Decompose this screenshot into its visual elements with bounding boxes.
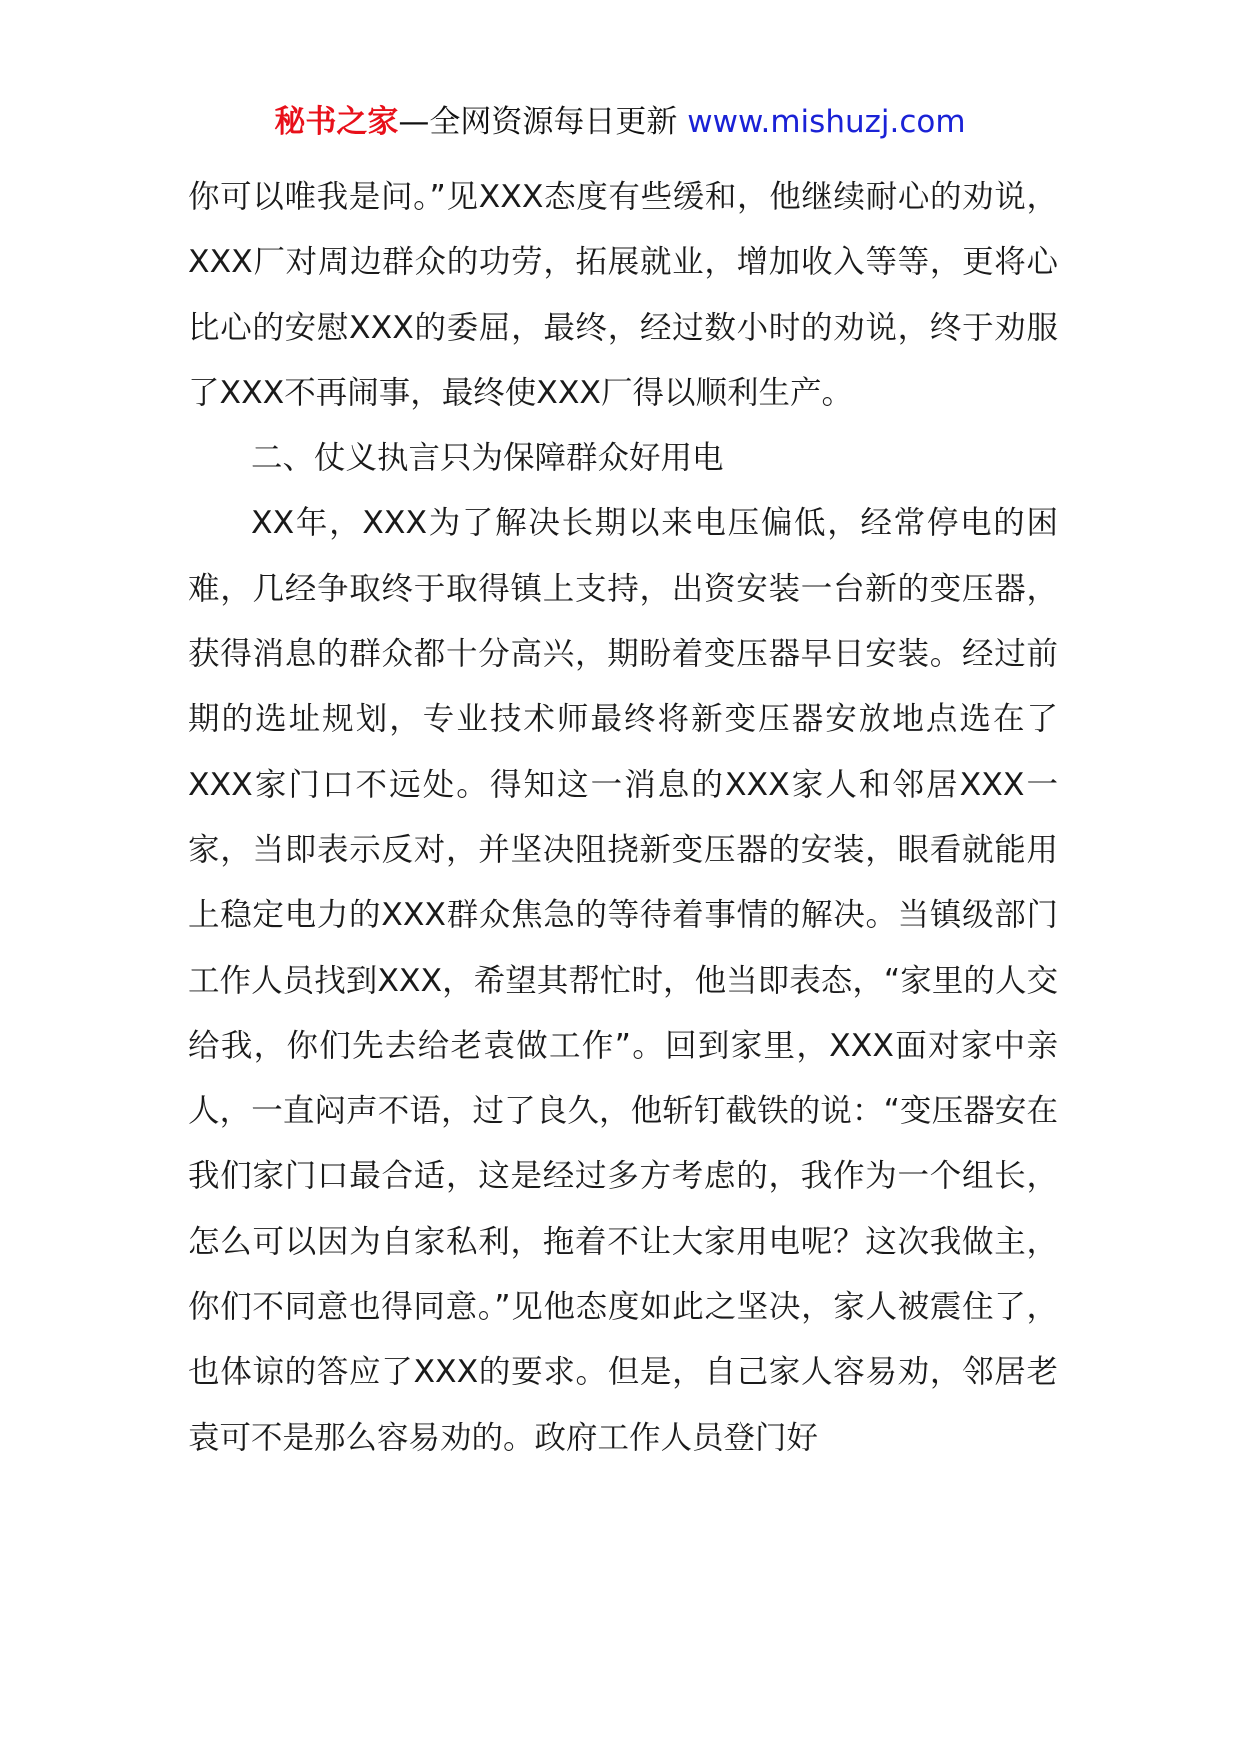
site-url-link[interactable]: www.mishuzj.com [687,104,966,140]
document-body [188,165,1058,1471]
paragraph-continued: 你可以唯我是问。”见XXX态度有些缓和，他继续耐心的劝说，XXX厂对周边群众的功劳，拓展就业，增加收入等等，更将心比心的安慰XXX的委屈，最终，经过数小时的劝说，终于劝服了XXX不再闹事，最终使XXX厂得以顺利生产。 [188,179,1058,411]
section-heading: 二、仗义执言只为保障群众好用电 [251,440,724,477]
page-header [0,100,1240,144]
paragraph: XX年，XXX为了解决长期以来电压偏低，经常停电的困难，几经争取终于取得镇上支持，出资安装一台新的变压器，获得消息的群众都十分高兴，期盼着变压器早日安装。经过前期的选址规划，专业技术师最终将新变压器安放地点选在了XXX家门口不远处。得知这一消息的XXX家人和邻居XXX一家，当即表示反对，并坚决阻挠新变压器的安装，眼看就能用上稳定电力的XXX群众焦急的等待着事情的解决。当镇级部门工作人员找到XXX，希望其帮忙时，他当即表态，“家里的人交给我，你们先去给老袁做工作”。回到家里，XXX面对家中亲人，一直闷声不语，过了良久，他斩钉截铁的说：“变压器安在我们家门口最合适，这是经过多方考虑的，我作为一个组长，怎么可以因为自家私利，拖着不让大家用电呢？这次我做主，你们不同意也得同意。”见他态度如此之坚决，家人被震住了，也体谅的答应了XXX的要求。但是，自己家人容易劝，邻居老袁可不是那么容易劝的。政府工作人员登门好 [188,505,1058,1456]
brand-name: 秘书之家 [274,104,399,140]
header-tagline: —全网资源每日更新 [398,104,678,140]
